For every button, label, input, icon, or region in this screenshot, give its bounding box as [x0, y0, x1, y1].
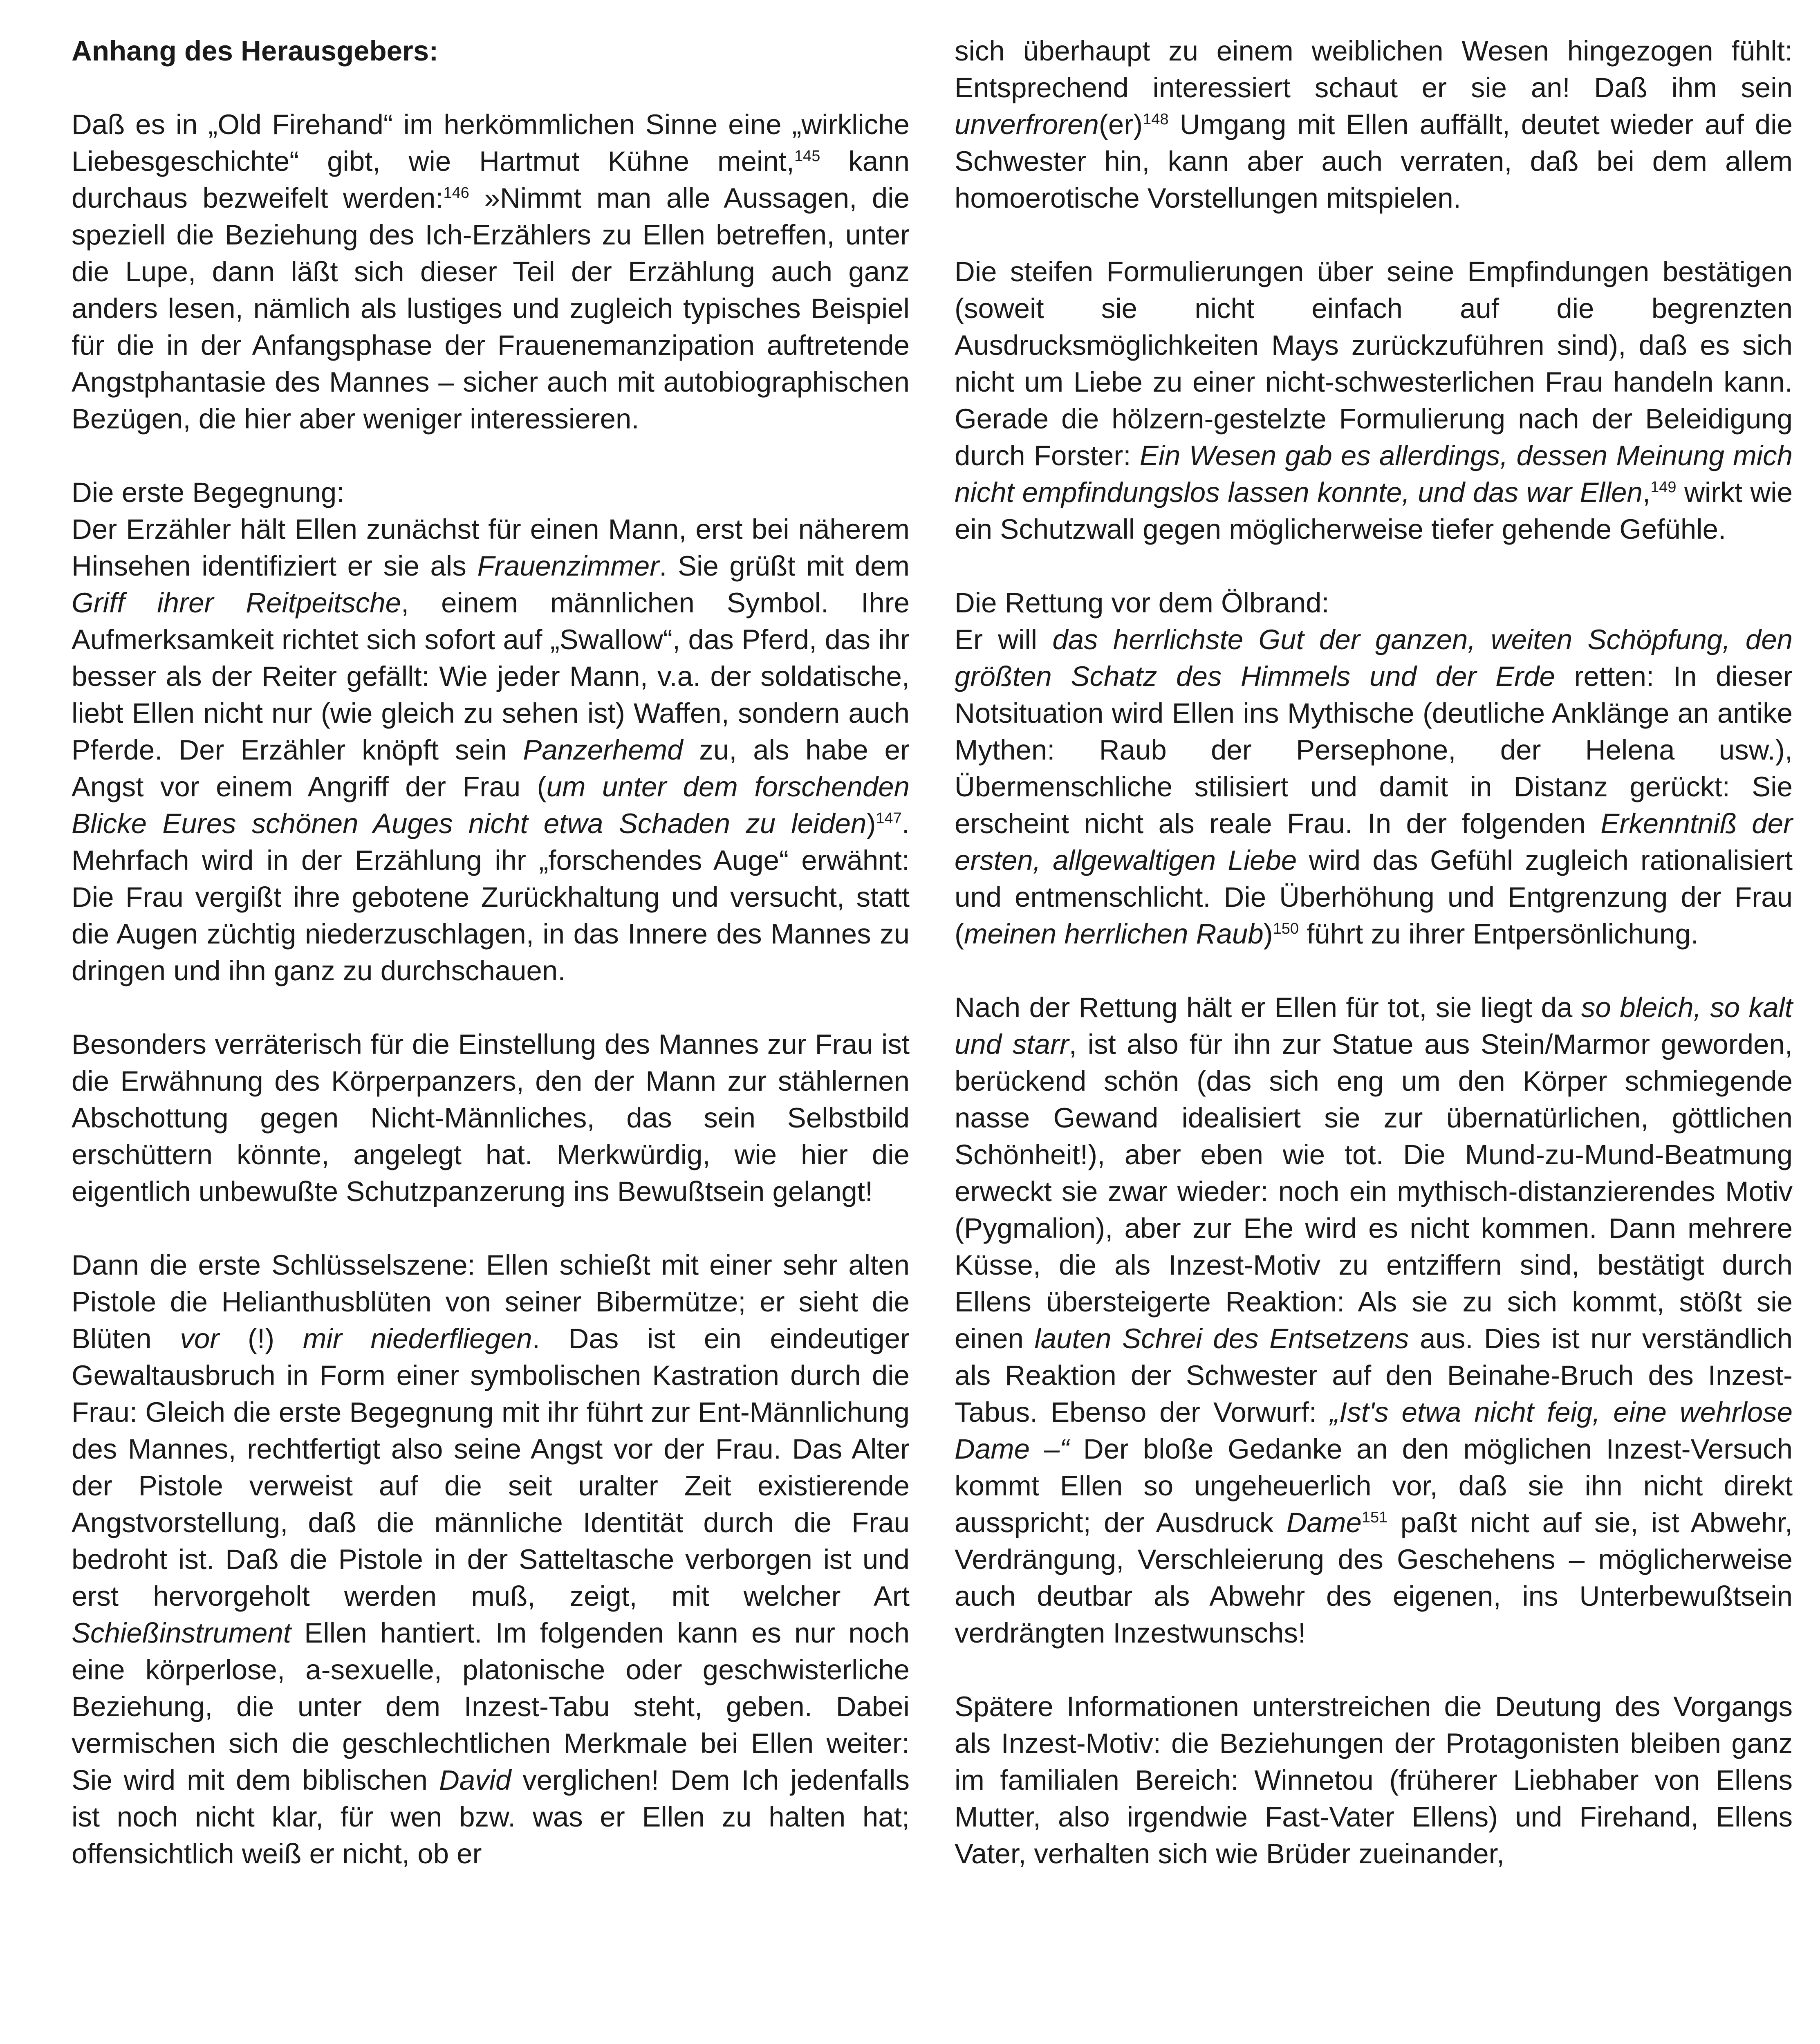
text-run: . Das ist ein eindeutiger Gewaltausbruch in Form einer symbolischen Kastration durch die Frau: Gleich die erste Begegnung mit ihr führt zur Ent-Männlichung des Mannes, rechtfertigt also seine Angst vor der Frau. Das Alter der Pistole verweist auf die seit uralter Zeit existierende Angstvorstellung, daß die männliche Identität durch die Frau bedroht ist. Daß die Pistole in der Satteltasche verborgen ist und erst hervorgeholt werden muß, zeigt, mit welcher Art — [72, 1323, 910, 1612]
text-run: kann durchaus bezweifelt werden: — [72, 146, 910, 214]
text-run: , — [1642, 477, 1651, 508]
text-run: führt zu ihrer Entpersönlichung. — [1298, 918, 1699, 950]
paragraph — [72, 106, 910, 437]
text-run: »Nimmt man alle Aussagen, die speziell die Beziehung des Ich-Erzählers zu Ellen betreffen, unter die Lupe, dann läßt sich dieser Teil der Erzählung auch ganz anders lesen, nämlich als lustiges und zugleich typisches Beispiel für die in der Anfangsphase der Frauenemanzipation auftretende Angstphantasie des Mannes – sicher auch mit autobiographischen Bezügen, die hier aber weniger interessieren. — [72, 182, 910, 435]
text-run: Der Erzähler hält Ellen zunächst für einen Mann, erst bei näherem Hinsehen identifiziert er sie als — [72, 513, 910, 582]
left-column — [72, 33, 910, 1909]
footnote-ref: 146 — [443, 184, 469, 202]
section-label: Die erste Begegnung: — [72, 477, 345, 508]
quoted-phrase: Dame — [1286, 1507, 1362, 1538]
text-run: ) — [1263, 918, 1273, 950]
text-run: zu, als habe er Angst vor einem Angriff der Frau ( — [72, 734, 910, 802]
right-paragraphs — [955, 33, 1793, 1872]
section-label: Die Rettung vor dem Ölbrand: — [955, 587, 1329, 619]
appendix-heading: Anhang des Herausgebers: — [72, 35, 439, 67]
text-run: Die steifen Formulierungen über seine Empfindungen bestätigen (soweit sie nicht einfach auf die begrenzten Ausdrucksmöglichkeiten Mays zurückzuführen sind), daß es sich nicht um Liebe zu einer nicht-schwesterlichen Frau handeln kann. Gerade die hölzern-gestelzte Formulierung nach der Beleidigung durch Forster: — [955, 256, 1793, 471]
text-run: (er) — [1098, 109, 1143, 140]
quoted-phrase: „Ist's etwa nicht feig, eine wehrlose Dame –“ — [955, 1396, 1793, 1465]
paragraph — [955, 253, 1793, 548]
text-run: ) — [866, 808, 876, 839]
text-run: . Mehrfach wird in der Erzählung ihr „forschendes Auge“ erwähnt: Die Frau vergißt ihre gebotene Zurückhaltung und versucht, statt die Augen züchtig niederzuschlagen, in das Innere des Mannes zu dringen und ihn ganz zu durchschauen. — [72, 808, 910, 986]
footnote-ref: 150 — [1273, 920, 1299, 937]
text-run: Daß es in „Old Firehand“ im herkömmlichen Sinne eine „wirkliche Liebesgeschichte“ gibt, wie Hartmut Kühne meint, — [72, 109, 910, 177]
text-run: wird das Gefühl zugleich rationalisiert und entmenschlicht. Die Überhöhung und Entgrenzung der Frau ( — [955, 845, 1793, 950]
quoted-phrase: lauten Schrei des Entsetzens — [1034, 1323, 1409, 1354]
quoted-phrase: Griff ihrer Reitpeitsche — [72, 587, 401, 619]
quoted-phrase: Ein Wesen gab es allerdings, dessen Meinung mich nicht empfindungslos lassen konnte, und das war Ellen — [955, 440, 1793, 508]
quoted-phrase: David — [439, 1764, 511, 1796]
text-run: Besonders verräterisch für die Einstellung des Mannes zur Frau ist die Erwähnung des Körperpanzers, den der Mann zur stählernen Abschottung gegen Nicht-Männliches, das sein Selbstbild erschüttern könnte, angelegt hat. Merkwürdig, wie hier die eigentlich unbewußte Schutzpanzerung ins Bewußtsein gelangt! — [72, 1029, 910, 1207]
text-run: , einem männlichen Symbol. Ihre Aufmerksamkeit richtet sich sofort auf „Swallow“, das Pferd, das ihr besser als der Reiter gefällt: Wie jeder Mann, v.a. der soldatische, liebt Ellen nicht nur (wie gleich zu sehen ist) Waffen, sondern auch Pferde. Der Erzähler knöpft sein — [72, 587, 910, 766]
text-run: , ist also für ihn zur Statue aus Stein/Marmor geworden, berückend schön (das sich eng um den Körper schmiegende nasse Gewand idealisiert sie zur übernatürlichen, göttlichen Schönheit!), aber eben wie tot. Die Mund-zu-Mund-Beatmung erweckt sie zwar wieder: noch ein mythisch-distanzierendes Motiv (Pygmalion), aber zur Ehe wird es nicht kommen. Dann mehrere Küsse, die als Inzest-Motiv zu entziffern sind, bestätigt durch Ellens übersteigerte Reaktion: Als sie zu sich kommt, stößt sie einen — [955, 1029, 1793, 1354]
right-column — [955, 33, 1793, 1909]
text-run: Umgang mit Ellen auffällt, deutet wieder auf die Schwester hin, kann aber auch verraten, daß bei dem allem homoerotische Vorstellungen mitspielen. — [955, 109, 1793, 214]
text-run: Der bloße Gedanke an den möglichen Inzest-Versuch kommt Ellen so ungeheuerlich vor, daß sie ihn nicht direkt ausspricht; der Ausdruck — [955, 1433, 1793, 1538]
quoted-phrase: Frauenzimmer — [477, 550, 659, 582]
text-run: Nach der Rettung hält er Ellen für tot, sie liegt da — [955, 992, 1581, 1023]
quoted-phrase: so bleich, so kalt und starr — [955, 992, 1793, 1060]
paragraph — [955, 1688, 1793, 1872]
footnote-ref: 151 — [1361, 1509, 1388, 1526]
text-run: Spätere Informationen unterstreichen die Deutung des Vorgangs als Inzest-Motiv: die Beziehungen der Protagonisten bleiben ganz im familialen Bereich: Winnetou (früherer Liebhaber von Ellens Mutter, also irgendwie Fast-Vater Ellens) und Firehand, Ellens Vater, verhalten sich wie Brüder zueinander, — [955, 1691, 1793, 1869]
text-run: aus. Dies ist nur verständlich als Reaktion der Schwester auf den Beinahe-Bruch des Inzest-Tabus. Ebenso der Vorwurf: — [955, 1323, 1793, 1428]
footnote-ref: 147 — [876, 810, 902, 827]
quoted-phrase: Schießinstrument — [72, 1617, 291, 1649]
text-run: sich überhaupt zu einem weiblichen Wesen hingezogen fühlt: Entsprechend interessiert schaut er sie an! Daß ihm sein — [955, 35, 1793, 103]
left-paragraphs — [72, 106, 910, 1872]
quoted-phrase: Panzerhemd — [523, 734, 683, 766]
footnote-ref: 149 — [1650, 479, 1677, 496]
quoted-phrase: Erkenntniß der ersten, allgewaltigen Liebe — [955, 808, 1793, 876]
paragraph — [955, 33, 1793, 217]
quoted-phrase: meinen herrlichen Raub — [964, 918, 1264, 950]
text-run: Er will — [955, 624, 1053, 655]
paragraph — [955, 585, 1793, 953]
paragraph — [955, 989, 1793, 1652]
text-run: (!) — [219, 1323, 303, 1354]
paragraph — [72, 1247, 910, 1872]
quoted-phrase: um unter dem forschenden Blicke Eures schönen Auges nicht etwa Schaden zu leiden — [72, 771, 910, 839]
text-run: verglichen! Dem Ich jedenfalls ist noch nicht klar, für wen bzw. was er Ellen zu halten hat; offensichtlich weiß er nicht, ob er — [72, 1764, 910, 1869]
text-run: Ellen hantiert. Im folgenden kann es nur noch eine körperlose, a-sexuelle, platonische oder geschwisterliche Beziehung, die unter dem Inzest-Tabu steht, geben. Dabei vermischen sich die geschlechtlichen Merkmale bei Ellen weiter: Sie wird mit dem biblischen — [72, 1617, 910, 1796]
footnote-ref: 148 — [1143, 111, 1169, 128]
text-run: . Sie grüßt mit dem — [659, 550, 910, 582]
text-run: paßt nicht auf sie, ist Abwehr, Verdrängung, Verschleierung des Geschehens – möglicherweise auch deutbar als Abwehr des eigenen, ins Unterbewußtsein verdrängten Inzestwunschs! — [955, 1507, 1793, 1649]
quoted-phrase: vor — [180, 1323, 220, 1354]
paragraph — [72, 474, 910, 989]
text-run: retten: In dieser Notsituation wird Ellen ins Mythische (deutliche Anklänge an antike Mythen: Raub der Persephone, der Helena usw.), Übermenschliche stilisiert und damit in Distanz gerückt: Sie erscheint nicht als reale Frau. In der folgenden — [955, 661, 1793, 839]
text-run: wirkt wie ein Schutzwall gegen möglicherweise tiefer gehende Gefühle. — [955, 477, 1793, 545]
quoted-phrase: mir niederfliegen — [303, 1323, 532, 1354]
quoted-phrase: unverfroren — [955, 109, 1099, 140]
footnote-ref: 145 — [794, 148, 820, 165]
paragraph — [72, 1026, 910, 1210]
quoted-phrase: das herrlichste Gut der ganzen, weiten Schöpfung, den größten Schatz des Himmels und der Erde — [955, 624, 1793, 692]
text-run: Dann die erste Schlüsselszene: Ellen schießt mit einer sehr alten Pistole die Helianthusblüten von seiner Bibermütze; er sieht die Blüten — [72, 1249, 910, 1354]
